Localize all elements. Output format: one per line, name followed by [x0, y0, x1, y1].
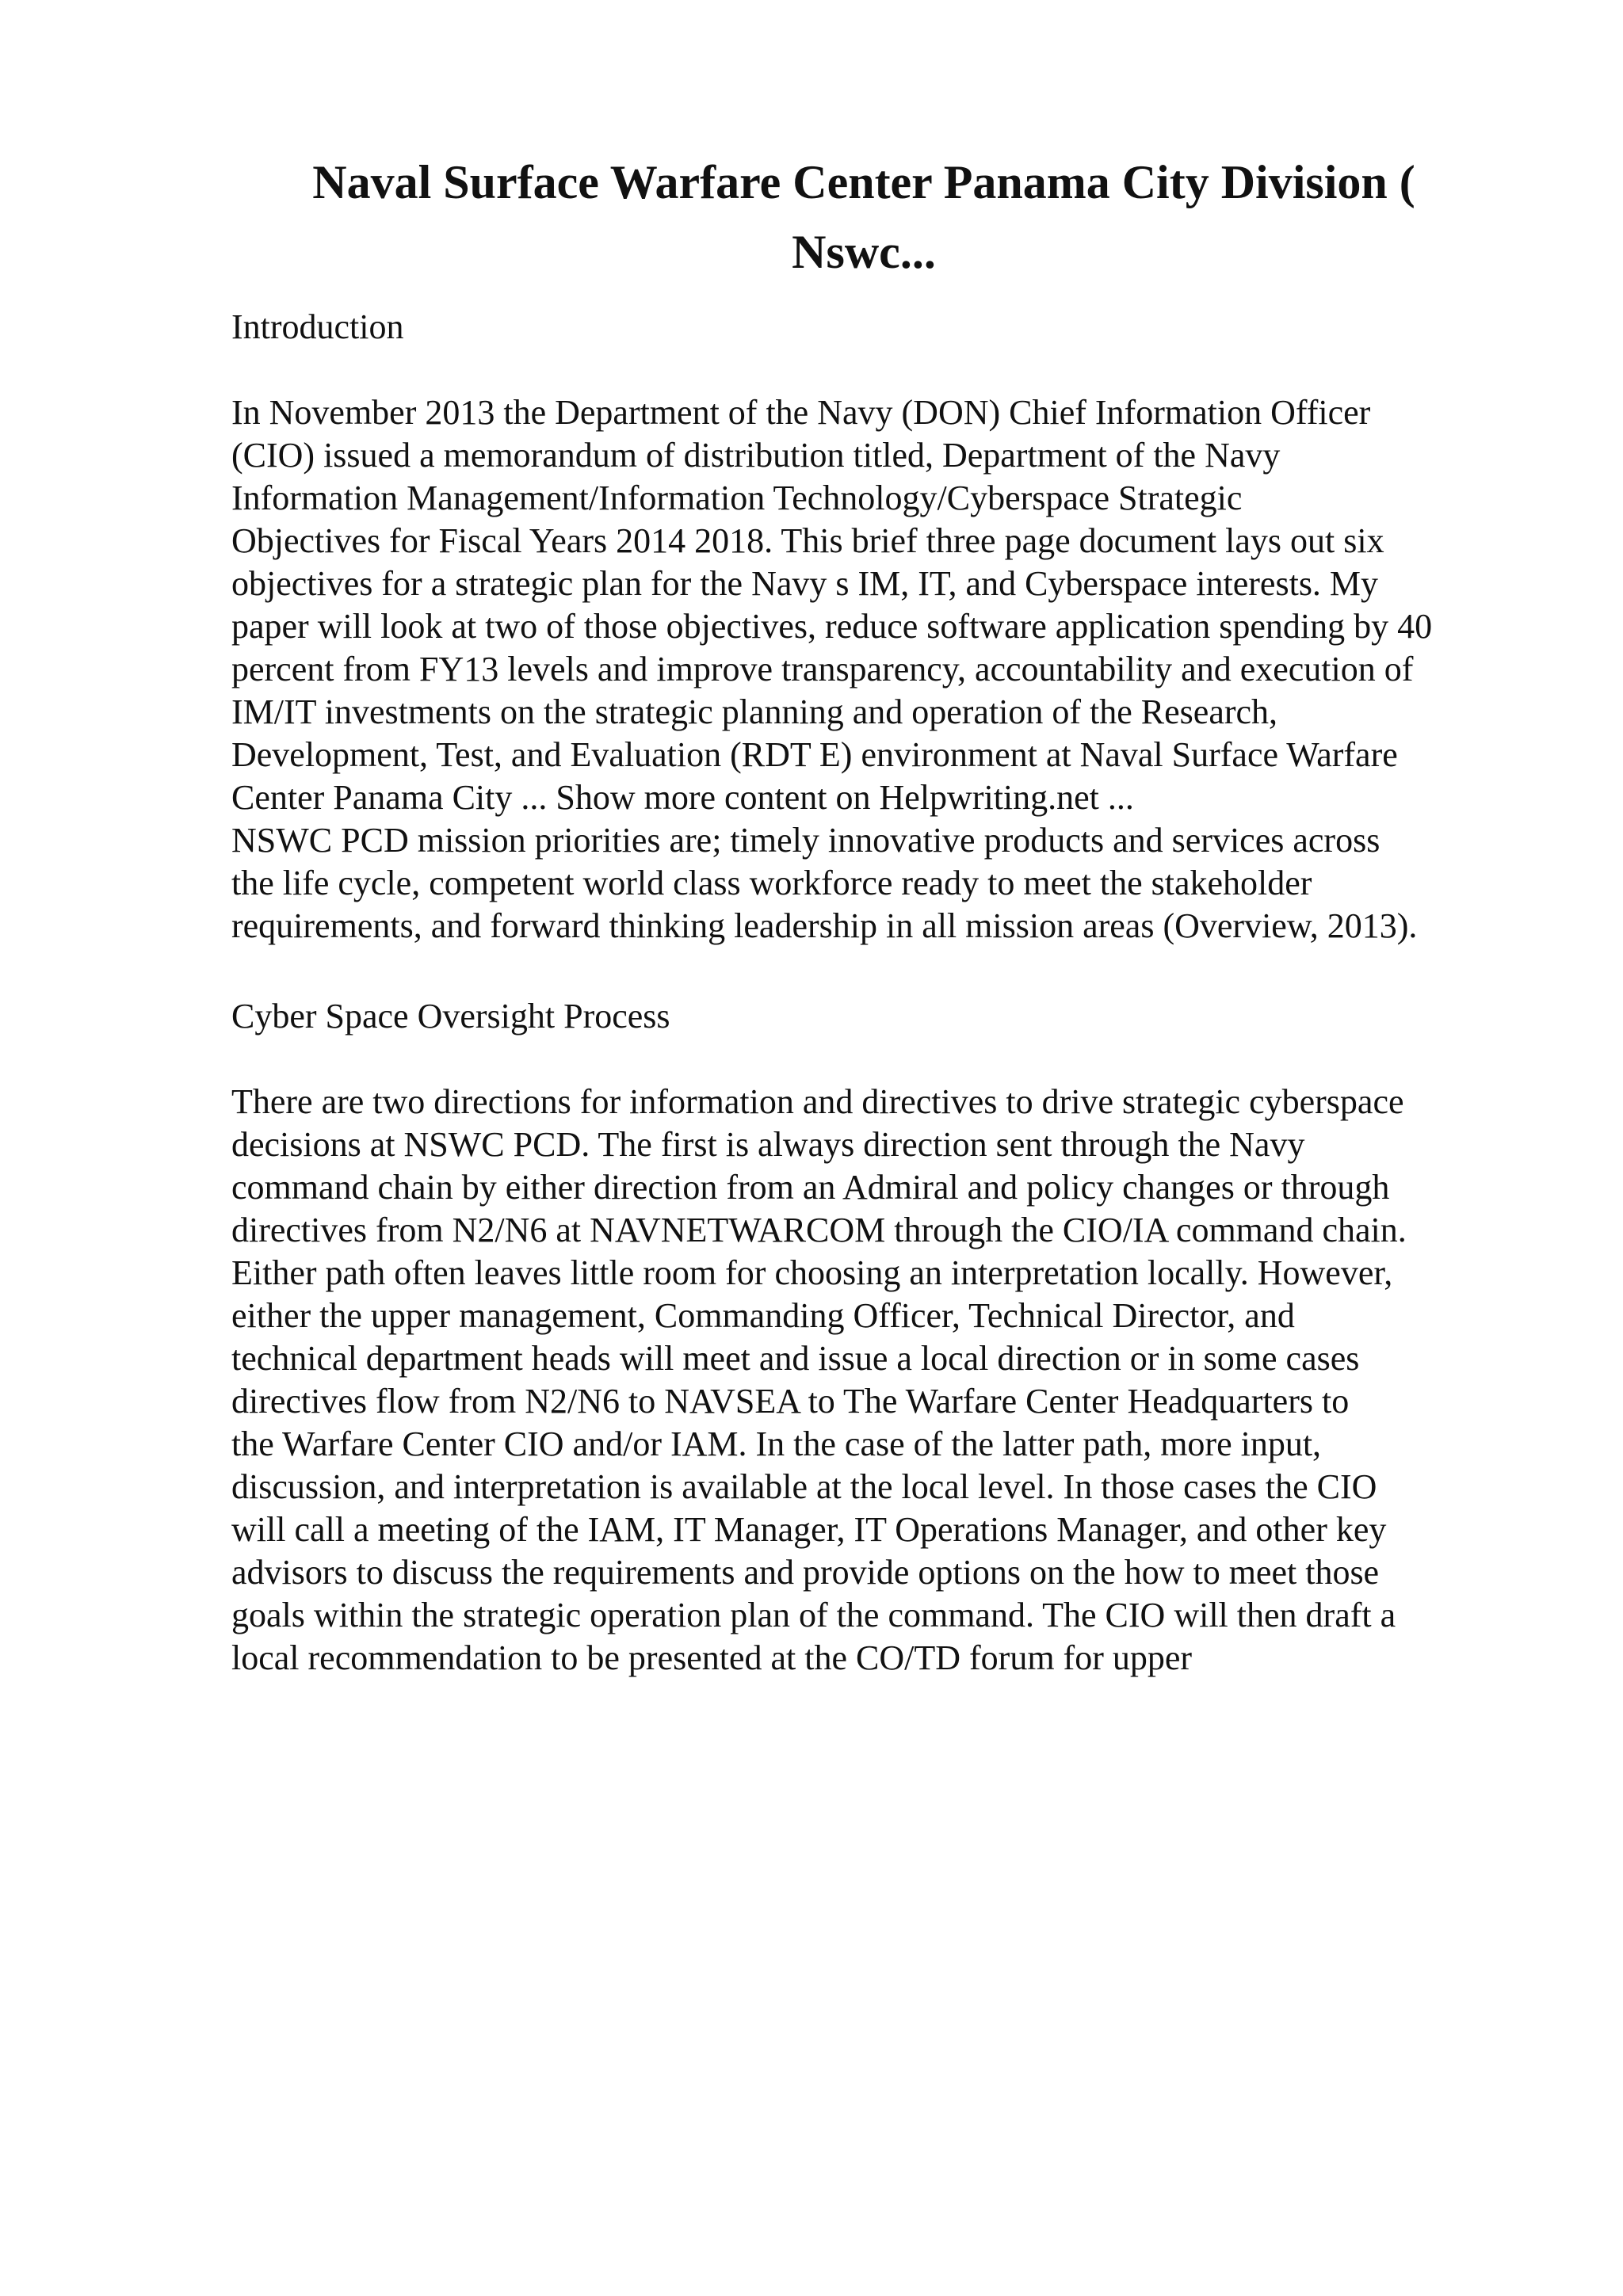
text-line: Information Management/Information Technology/Cyberspace Strategic — [231, 479, 1243, 517]
section-heading-cyber-space: Cyber Space Oversight Process — [231, 997, 670, 1035]
text-line: discussion, and interpretation is available at the local level. In those cases the CIO — [231, 1467, 1377, 1506]
text-line: directives from N2/N6 at NAVNETWARCOM through the CIO/IA command chain. — [231, 1211, 1407, 1249]
text-line: either the upper management, Commanding Officer, Technical Director, and — [231, 1296, 1295, 1335]
text-line: There are two directions for information and directives to drive strategic cyberspace — [231, 1082, 1404, 1121]
text-line: the Warfare Center CIO and/or IAM. In the case of the latter path, more input, — [231, 1425, 1322, 1463]
text-line: decisions at NSWC PCD. The first is always direction sent through the Navy — [231, 1125, 1305, 1164]
introduction-paragraph — [231, 391, 1515, 948]
cyber-space-paragraph — [231, 1081, 1515, 1680]
text-line: Objectives for Fiscal Years 2014 2018. This brief three page document lays out six — [231, 521, 1384, 560]
text-line: will call a meeting of the IAM, IT Manager, IT Operations Manager, and other key — [231, 1510, 1387, 1549]
text-line: command chain by either direction from an Admiral and policy changes or through — [231, 1168, 1390, 1207]
text-line: local recommendation to be presented at the CO/TD forum for upper — [231, 1638, 1193, 1677]
text-line: the life cycle, competent world class workforce ready to meet the stakeholder — [231, 864, 1312, 902]
text-line: technical department heads will meet and issue a local direction or in some cases — [231, 1339, 1360, 1378]
text-line: In November 2013 the Department of the Navy (DON) Chief Information Officer — [231, 393, 1371, 432]
text-line: directives flow from N2/N6 to NAVSEA to The Warfare Center Headquarters to — [231, 1382, 1350, 1421]
text-line: paper will look at two of those objectives, reduce software application spending by 40 — [231, 607, 1433, 646]
text-line: goals within the strategic operation plan of the command. The CIO will then draft a — [231, 1596, 1396, 1634]
text-line: Center Panama City ... Show more content on Helpwriting.net ... — [231, 778, 1134, 817]
text-line: requirements, and forward thinking leadership in all mission areas (Overview, 2013). — [231, 906, 1418, 945]
title-line: Nswc... — [792, 226, 936, 278]
text-line: NSWC PCD mission priorities are; timely innovative products and services across — [231, 821, 1381, 860]
text-line: advisors to discuss the requirements and provide options on the how to meet those — [231, 1553, 1380, 1592]
document-title — [230, 147, 1498, 287]
text-line: Either path often leaves little room for choosing an interpretation locally. However, — [231, 1253, 1393, 1292]
section-heading-introduction: Introduction — [231, 307, 404, 346]
text-line: Development, Test, and Evaluation (RDT E) environment at Naval Surface Warfare — [231, 735, 1398, 774]
text-line: (CIO) issued a memorandum of distribution titled, Department of the Navy — [231, 436, 1281, 475]
title-line: Naval Surface Warfare Center Panama City Division ( — [312, 156, 1415, 208]
text-line: IM/IT investments on the strategic planning and operation of the Research, — [231, 692, 1278, 731]
text-line: objectives for a strategic plan for the Navy s IM, IT, and Cyberspace interests. My — [231, 564, 1379, 603]
text-line: percent from FY13 levels and improve transparency, accountability and execution of — [231, 650, 1414, 688]
